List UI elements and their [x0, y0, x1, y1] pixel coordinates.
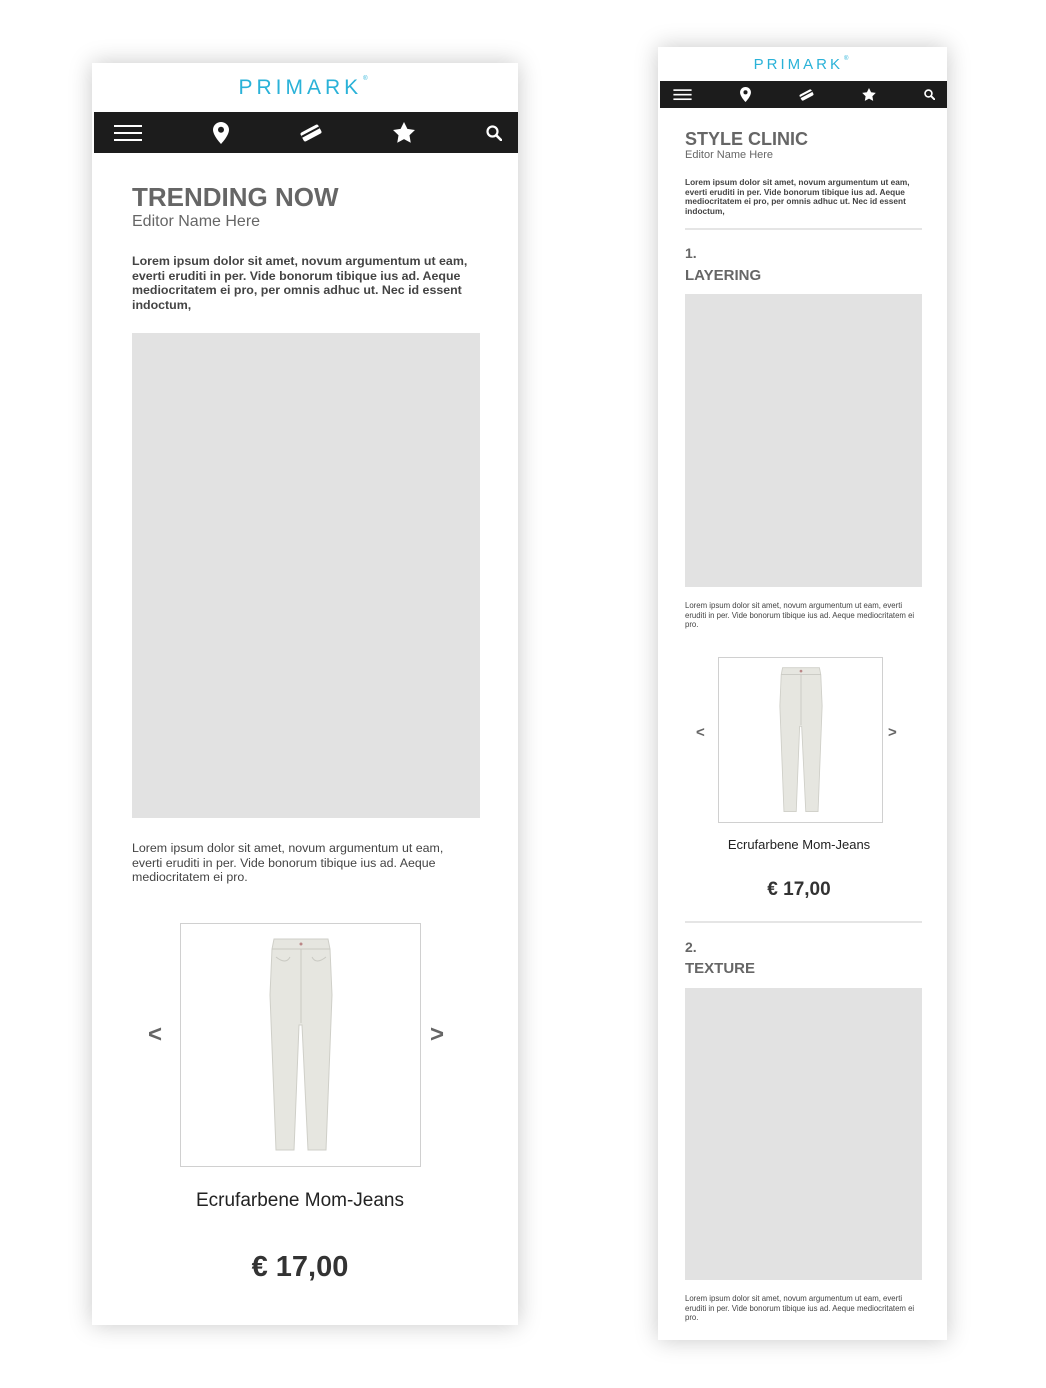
- carousel-next-button[interactable]: >: [430, 1021, 445, 1048]
- menu-icon[interactable]: [114, 123, 142, 143]
- favorites-star-icon[interactable]: [393, 122, 415, 143]
- product-name[interactable]: Ecrufarbene Mom-Jeans: [195, 1190, 405, 1211]
- mobile-mockup-style-clinic: [658, 47, 947, 1340]
- search-icon[interactable]: [486, 125, 502, 141]
- section-image-placeholder: [685, 294, 922, 587]
- store-location-icon[interactable]: [740, 87, 751, 102]
- card-icon[interactable]: [300, 124, 322, 142]
- mobile-mockup-trending: [92, 63, 518, 1325]
- section-caption: Lorem ipsum dolor sit amet, novum argumentum ut eam, everti eruditi in per. Vide bonorum tibique ius ad. Aeque mediocritatem ei pro.: [685, 601, 915, 629]
- section-image-placeholder: [685, 988, 922, 1280]
- jeans-product-image: [777, 665, 825, 815]
- product-card[interactable]: [718, 657, 883, 823]
- favorites-star-icon[interactable]: [862, 88, 876, 101]
- section-caption: Lorem ipsum dolor sit amet, novum argumentum ut eam, everti eruditi in per. Vide bonorum tibique ius ad. Aeque mediocritatem ei pro.: [685, 1294, 915, 1322]
- carousel-prev-button[interactable]: <: [148, 1021, 163, 1048]
- primark-logo[interactable]: [92, 76, 518, 100]
- jeans-product-image: [266, 935, 336, 1155]
- search-icon[interactable]: [924, 89, 935, 100]
- nav-bar: [660, 81, 947, 108]
- editor-name: Editor Name Here: [685, 149, 774, 161]
- product-card[interactable]: [180, 923, 421, 1167]
- primark-logo[interactable]: [658, 56, 947, 73]
- section-number: 1.: [685, 245, 697, 261]
- section-title: TEXTURE: [685, 960, 756, 977]
- intro-text: Lorem ipsum dolor sit amet, novum argumentum ut eam, everti eruditi in per. Vide bonorum tibique ius ad. Aeque mediocritatem ei pro, per omnis adhuc ut. Nec id essent indoctum,: [132, 254, 468, 312]
- nav-bar: [94, 112, 518, 153]
- carousel-prev-button[interactable]: <: [696, 724, 705, 741]
- store-location-icon[interactable]: [213, 122, 229, 144]
- menu-icon[interactable]: [673, 88, 692, 101]
- logo-text: PRIMARK: [238, 76, 363, 99]
- section-number: 2.: [685, 939, 697, 955]
- card-icon[interactable]: [799, 89, 814, 101]
- editor-name: Editor Name Here: [132, 213, 261, 230]
- page-title: STYLE CLINIC: [685, 129, 809, 149]
- logo-text: PRIMARK: [753, 56, 843, 73]
- logo-trademark: ®: [363, 76, 372, 82]
- divider: [685, 921, 922, 923]
- product-price: € 17,00: [251, 1251, 349, 1283]
- hero-image-placeholder: [132, 333, 480, 818]
- page-title: TRENDING NOW: [132, 182, 339, 212]
- section-title: LAYERING: [685, 267, 762, 284]
- divider: [685, 228, 922, 230]
- product-price: € 17,00: [767, 879, 831, 900]
- intro-text: Lorem ipsum dolor sit amet, novum argumentum ut eam, everti eruditi in per. Vide bonorum tibique ius ad. Aeque mediocritatem ei pro, per omnis adhuc ut. Nec id essent indoctum,: [685, 177, 910, 217]
- carousel-next-button[interactable]: >: [888, 724, 897, 741]
- image-caption: Lorem ipsum dolor sit amet, novum argumentum ut eam, everti eruditi in per. Vide bonorum tibique ius ad. Aeque mediocritatem ei pro.: [132, 841, 444, 884]
- product-name[interactable]: Ecrufarbene Mom-Jeans: [727, 837, 871, 852]
- logo-trademark: ®: [843, 56, 852, 62]
